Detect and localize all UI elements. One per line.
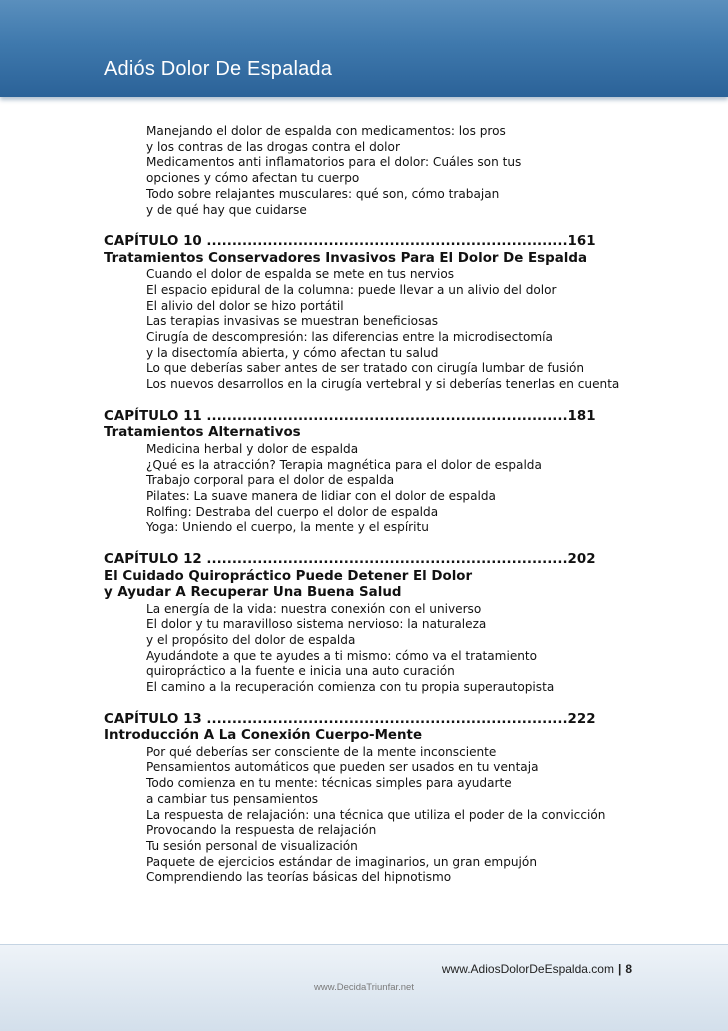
chapter-section <box>104 552 634 696</box>
toc-item: ¿Qué es la atracción? Terapia magnética para el dolor de espalda <box>146 457 542 472</box>
toc-item: Manejando el dolor de espalda con medicamentos: los pros <box>146 124 506 138</box>
toc-item: Pilates: La suave manera de lidiar con el dolor de espalda <box>146 488 496 503</box>
toc-item: y la disectomía abierta, y cómo afectan tu salud <box>146 345 439 360</box>
chapter-heading: CAPÍTULO 12 .......................................................................202 <box>104 552 596 568</box>
page-footer <box>0 944 728 1031</box>
toc-item: Cirugía de descompresión: las diferencias entre la microdisectomía <box>146 330 553 345</box>
book-title: Adiós Dolor De Espalada <box>104 58 333 80</box>
toc-item: La respuesta de relajación: una técnica que utiliza el poder de la convicción <box>146 807 606 822</box>
intro-items <box>146 124 634 218</box>
toc-item: Pensamientos automáticos que pueden ser usados en tu ventaja <box>146 760 539 775</box>
footer-url-line <box>442 962 632 976</box>
toc-item: El dolor y tu maravilloso sistema nervioso: la naturaleza <box>146 617 487 632</box>
toc-item: El alivio del dolor se hizo portátil <box>146 298 344 313</box>
footer-separator: | <box>617 962 622 976</box>
chapter-section <box>104 234 634 393</box>
table-of-contents <box>104 124 634 886</box>
toc-item: opciones y cómo afectan tu cuerpo <box>146 171 360 186</box>
toc-item: y de qué hay que cuidarse <box>146 202 307 217</box>
toc-item: Yoga: Uniendo el cuerpo, la mente y el espíritu <box>146 520 429 535</box>
toc-item: y los contras de las drogas contra el dolor <box>146 139 400 154</box>
chapter-list <box>104 234 634 886</box>
toc-item: El espacio epidural de la columna: puede llevar a un alivio del dolor <box>146 282 557 297</box>
page-header-banner <box>0 0 728 97</box>
page-number: 8 <box>625 962 632 976</box>
chapter-section <box>104 712 634 886</box>
chapter-heading: CAPÍTULO 10 .......................................................................161 <box>104 234 596 250</box>
chapter-heading: CAPÍTULO 13 .......................................................................222 <box>104 711 596 727</box>
toc-item: Comprendiendo las teorías básicas del hipnotismo <box>146 870 452 885</box>
toc-item: Las terapias invasivas se muestran beneficiosas <box>146 314 439 329</box>
chapter-title: Tratamientos Conservadores Invasivos Para El Dolor De Espalda <box>104 250 587 266</box>
toc-item: Los nuevos desarrollos en la cirugía vertebral y si deberías tenerlas en cuenta <box>146 377 620 392</box>
toc-item: quiropráctico a la fuente e inicia una auto curación <box>146 664 455 679</box>
chapter-title: El Cuidado Quiropráctico Puede Detener El Dolor <box>104 568 473 584</box>
chapter-items <box>146 442 634 536</box>
toc-item: Tu sesión personal de visualización <box>146 839 358 853</box>
toc-item: Medicamentos anti inflamatorios para el dolor: Cuáles son tus <box>146 155 522 170</box>
toc-item: Cuando el dolor de espalda se mete en tus nervios <box>146 267 455 282</box>
footer-site-link[interactable]: www.DecidaTriunfar.net <box>314 982 414 993</box>
toc-item: El camino a la recuperación comienza con tu propia superautopista <box>146 680 555 695</box>
toc-item: Paquete de ejercicios estándar de imaginarios, un gran empujón <box>146 854 537 869</box>
toc-item: Medicina herbal y dolor de espalda <box>146 441 359 456</box>
toc-item: Rolfing: Destraba del cuerpo el dolor de espalda <box>146 504 439 519</box>
chapter-title: Tratamientos Alternativos <box>104 425 301 441</box>
toc-item: a cambiar tus pensamientos <box>146 791 319 806</box>
toc-item: Ayudándote a que te ayudes a ti mismo: cómo va el tratamiento <box>146 648 538 663</box>
toc-item: La energía de la vida: nuestra conexión con el universo <box>146 601 482 616</box>
chapter-items <box>146 267 634 393</box>
toc-item: y el propósito del dolor de espalda <box>146 632 356 647</box>
chapter-section <box>104 409 634 536</box>
toc-item: Provocando la respuesta de relajación <box>146 823 377 838</box>
chapter-title: Introducción A La Conexión Cuerpo-Mente <box>104 728 423 744</box>
toc-item: Lo que deberías saber antes de ser tratado con cirugía lumbar de fusión <box>146 361 585 376</box>
toc-item: Todo sobre relajantes musculares: qué son, cómo trabajan <box>146 186 500 201</box>
toc-item: Por qué deberías ser consciente de la mente inconsciente <box>146 744 497 759</box>
chapter-items <box>146 602 634 696</box>
toc-item: Todo comienza en tu mente: técnicas simples para ayudarte <box>146 776 512 791</box>
chapter-heading: CAPÍTULO 11 .......................................................................181 <box>104 408 596 424</box>
chapter-items <box>146 745 634 886</box>
chapter-title: y Ayudar A Recuperar Una Buena Salud <box>104 585 402 601</box>
footer-url[interactable]: www.AdiosDolorDeEspalda.com <box>441 962 614 976</box>
toc-item: Trabajo corporal para el dolor de espalda <box>146 473 395 488</box>
